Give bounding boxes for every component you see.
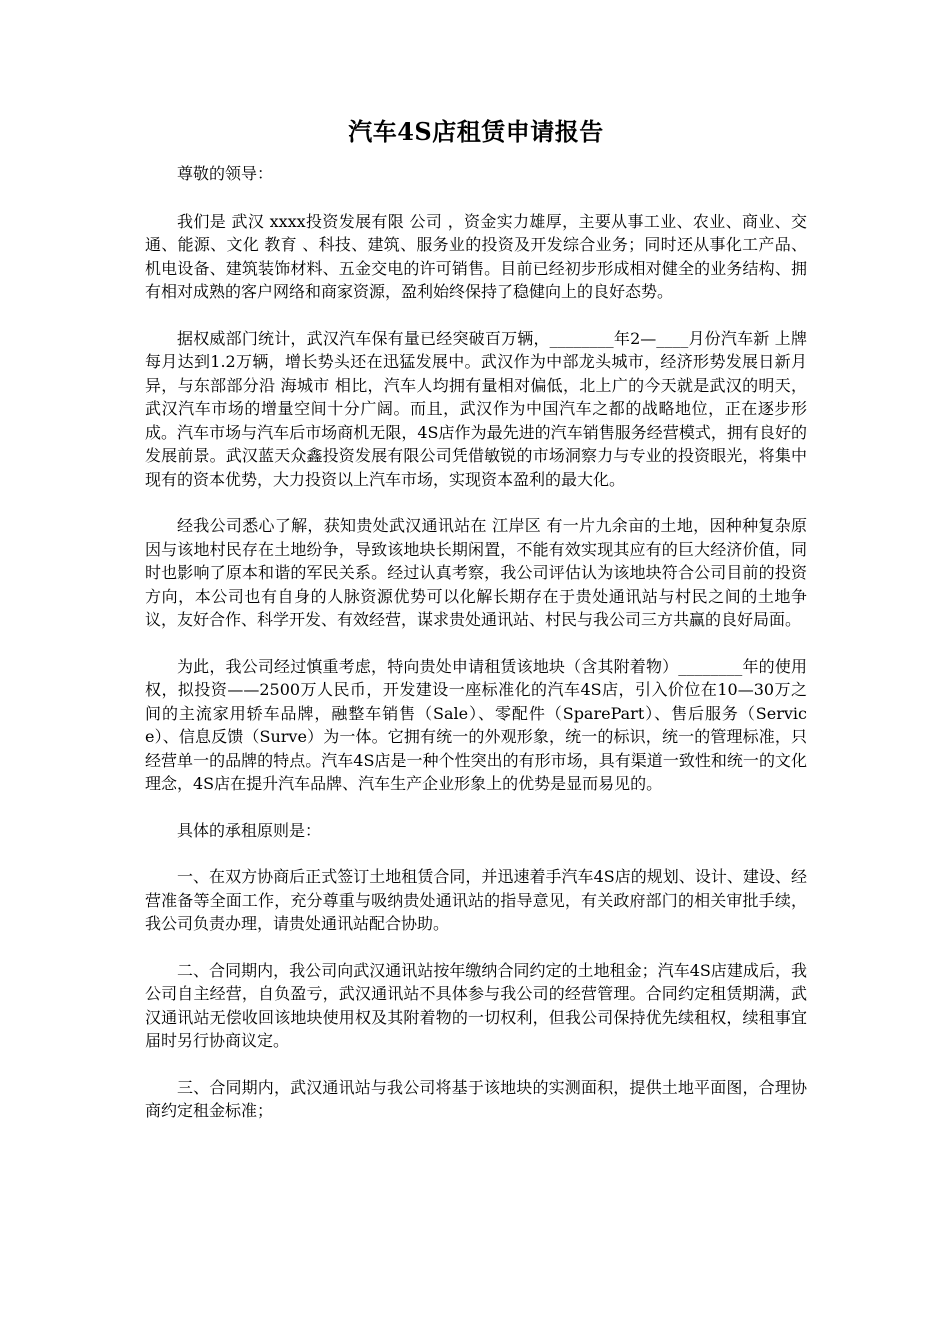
- document-page: [145, 112, 807, 1146]
- paragraph-principle-two: 二、合同期内，我公司向武汉通讯站按年缴纳合同约定的土地租金；汽车4S店建成后，我公司自主经营，自负盈亏，武汉通讯站不具体参与我公司的经营管理。合同约定租赁期满，武汉通讯站无偿收回该地块使用权及其附着物的一切权利，但我公司保持优先续租权，续租事宜届时另行协商议定。: [145, 960, 807, 1050]
- paragraph-principles-heading: 具体的承租原则是：: [177, 820, 322, 840]
- paragraph-company-intro: 我们是 武汉 xxxx投资发展有限 公司 ，资金实力雄厚，主要从事工业、农业、商业、交通、能源、文化 教育 、科技、建筑、服务业的投资及开发综合业务；同时还从事化工产品、机电设备、建筑装饰材料、五金交电的许可销售。目前已经初步形成相对健全的业务结构、拥有相对成熟的客户网络和商家资源，盈利始终保持了稳健向上的良好态势。: [145, 211, 807, 301]
- paragraph-principle-one: 一、在双方协商后正式签订土地租赁合同，并迅速着手汽车4S店的规划、设计、建设、经营准备等全面工作，充分尊重与吸纳贵处通讯站的指导意见，有关政府部门的相关审批手续，我公司负责办理，请贵处通讯站配合协助。: [145, 867, 807, 933]
- paragraph-principle-three: 三、合同期内，武汉通讯站与我公司将基于该地块的实测面积，提供土地平面图，合理协商约定租金标准；: [145, 1077, 807, 1120]
- paragraph-lease-request: 为此，我公司经过慎重考虑，特向贵处申请租赁该地块（含其附着物）________年的使用权，拟投资——2500万人民币，开发建设一座标准化的汽车4S店，引入价位在10—30万之间的主流家用轿车品牌，融整车销售（Sale）、零配件（SparePart）、售后服务（Service）、信息反馈（Surve）为一体。它拥有统一的外观形象，统一的标识，统一的管理标准，只经营单一的品牌的特点。汽车4S店是一种个性突出的有形市场，具有渠道一致性和统一的文化理念，4S店在提升汽车品牌、汽车生产企业形象上的优势是显而易见的。: [145, 656, 807, 793]
- salutation: 尊敬的领导：: [177, 164, 274, 183]
- document-title: 汽车4S店租赁申请报告: [348, 117, 604, 146]
- paragraph-land-situation: 经我公司悉心了解，获知贵处武汉通讯站在 江岸区 有一片九余亩的土地，因种种复杂原因与该地村民存在土地纷争，导致该地块长期闲置，不能有效实现其应有的巨大经济价值，同时也影响了原本和谐的军民关系。经过认真考察，我公司评估认为该地块符合公司目前的投资方向，本公司也有自身的人脉资源优势可以化解长期存在于贵处通讯站与村民之间的土地争议，友好合作、科学开发、有效经营，谋求贵处通讯站、村民与我公司三方共赢的良好局面。: [145, 516, 807, 629]
- paragraph-market-analysis: 据权威部门统计，武汉汽车保有量已经突破百万辆，________年2—____月份汽车新 上牌 每月达到1.2万辆，增长势头还在迅猛发展中。武汉作为中部龙头城市，经济形势发展日新月异，与东部部分沿 海城市 相比，汽车人均拥有量相对偏低，北上广的今天就是武汉的明天，武汉汽车市场的增量空间十分广阔。而且，武汉作为中国汽车之都的战略地位，正在逐步形成。汽车市场与汽车后市场商机无限，4S店作为最先进的汽车销售服务经营模式，拥有良好的发展前景。武汉蓝天众鑫投资发展有限公司凭借敏锐的市场洞察力与专业的投资眼光，将集中现有的资本优势，大力投资以上汽车市场，实现资本盈利的最大化。: [145, 328, 807, 489]
